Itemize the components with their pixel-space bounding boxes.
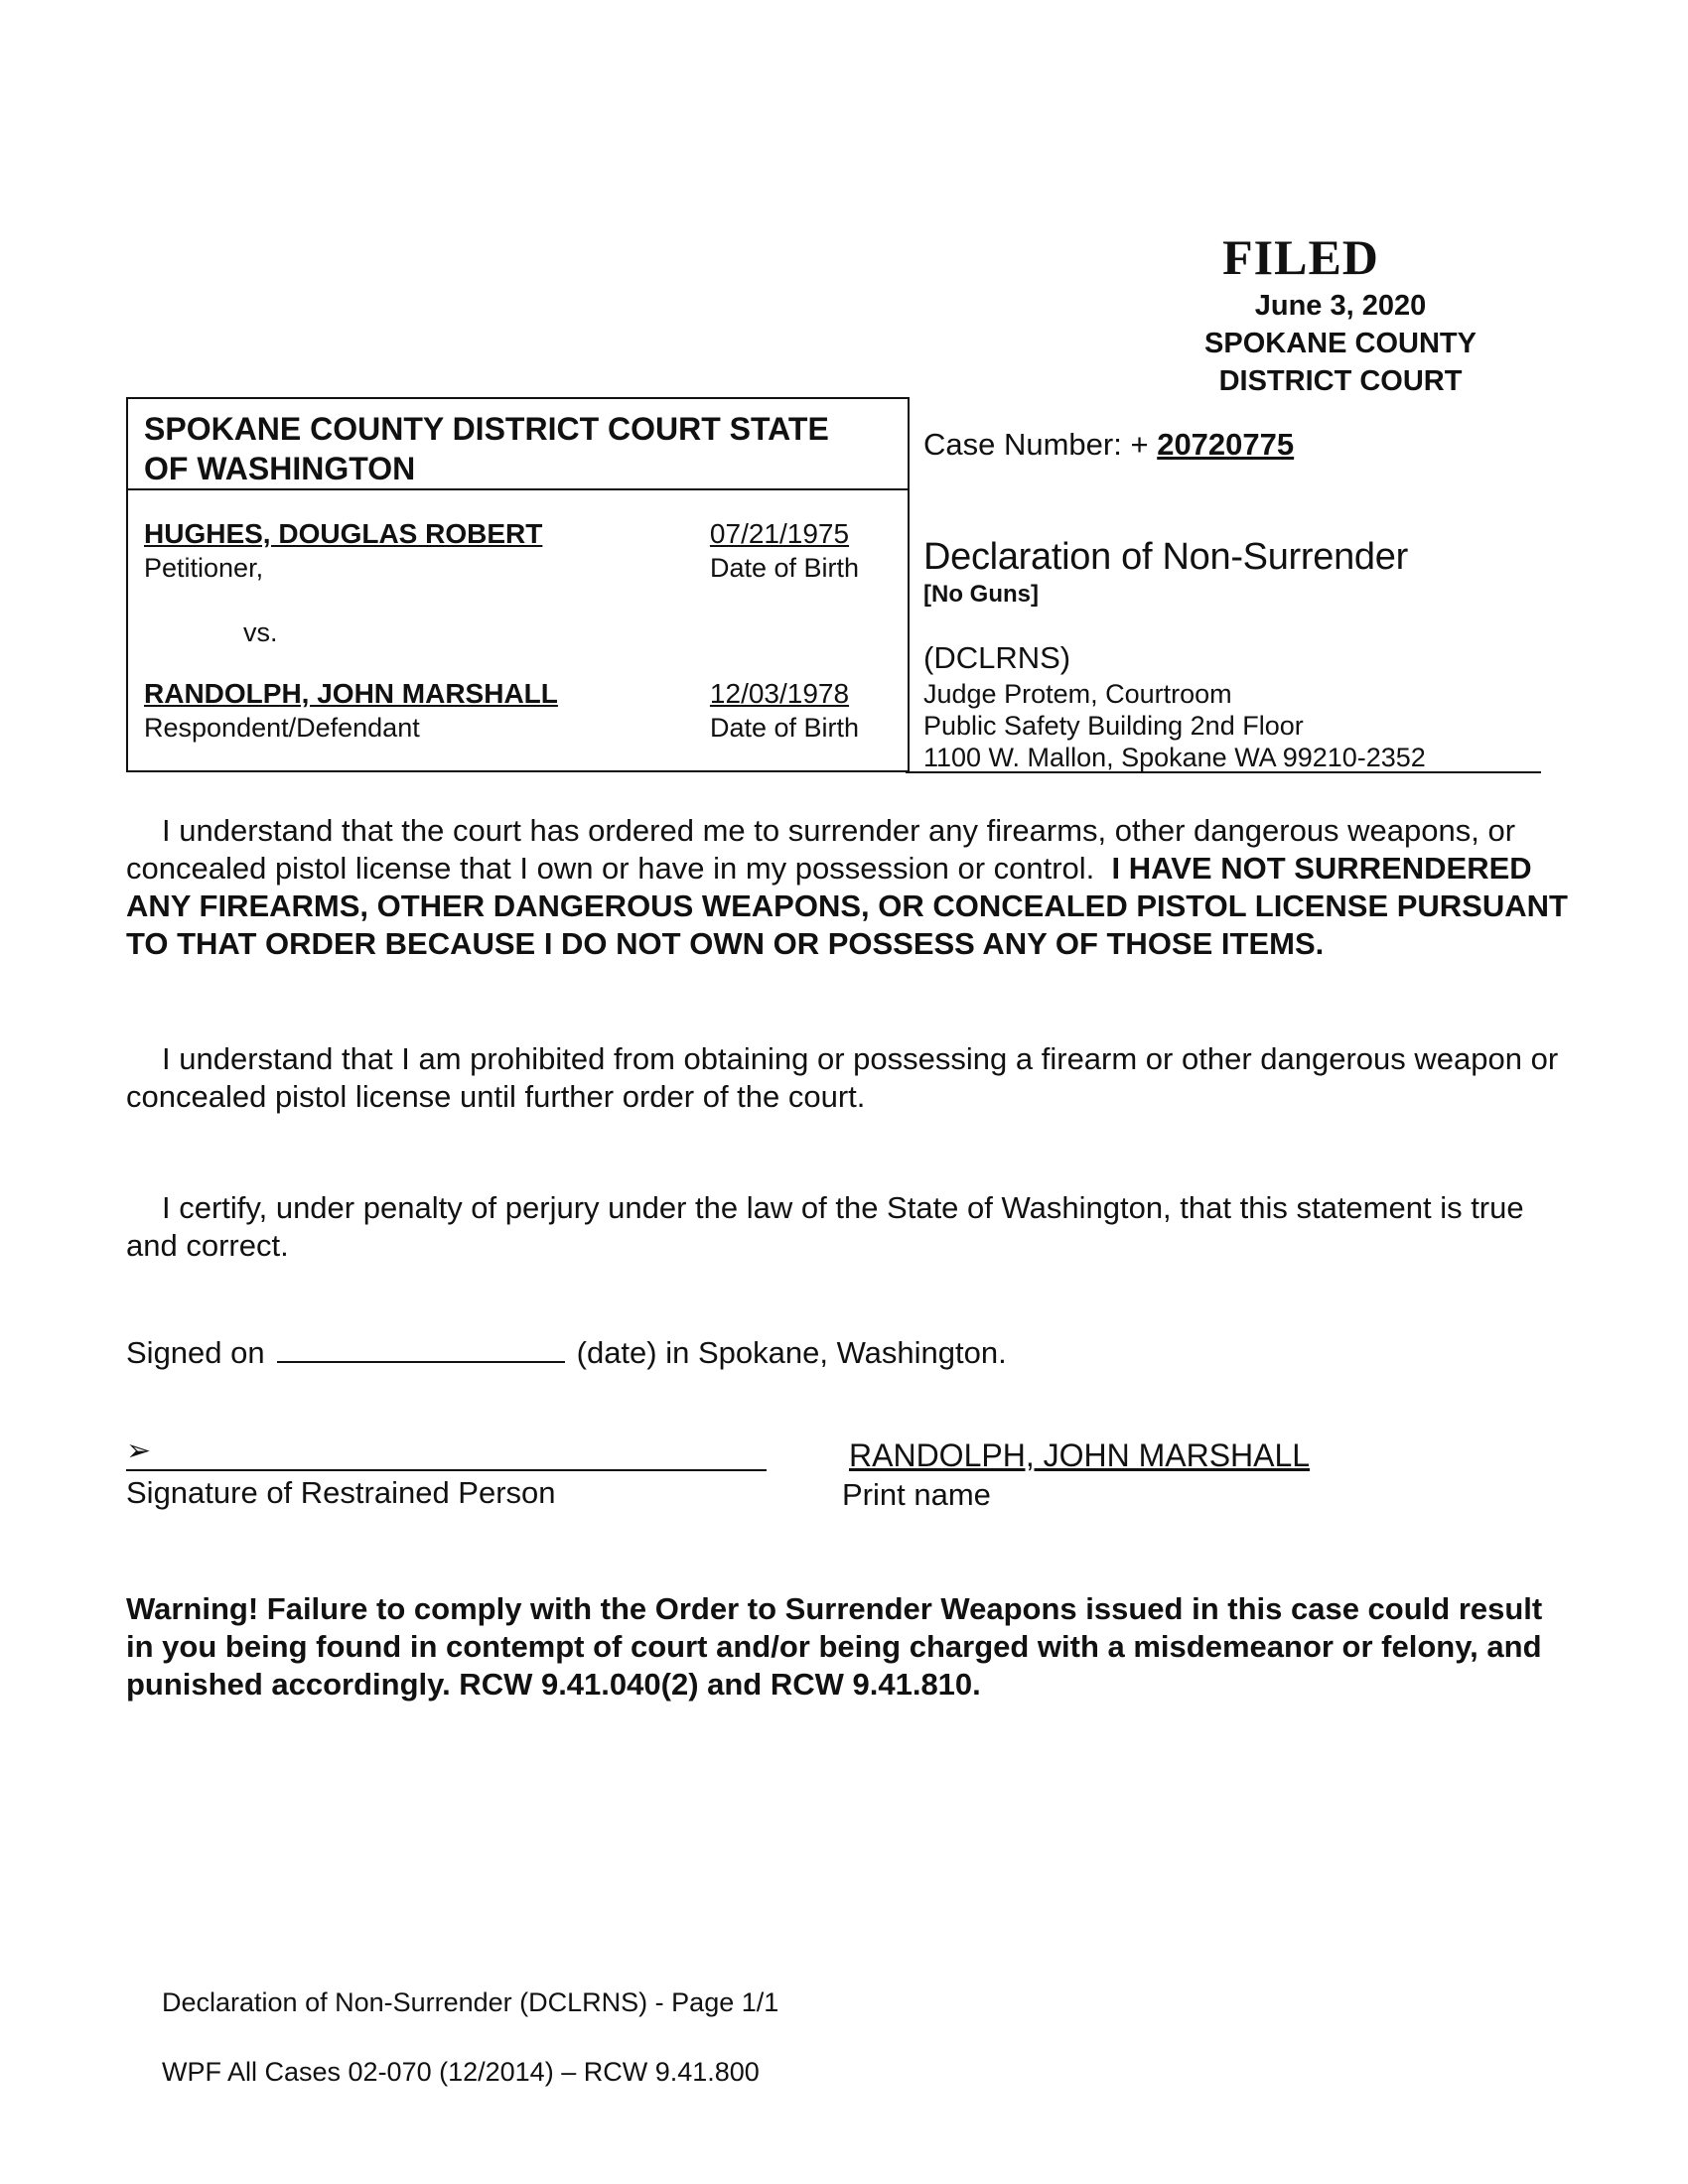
petitioner-name: HUGHES, DOUGLAS ROBERT xyxy=(144,518,543,549)
court-title-line2: OF WASHINGTON xyxy=(144,451,416,486)
document-code: (DCLRNS) xyxy=(923,640,1071,675)
filed-date: June 3, 2020 xyxy=(1254,290,1427,322)
case-number-value: 20720775 xyxy=(1157,427,1295,462)
caption-divider xyxy=(126,488,908,490)
petitioner-dob: 07/21/1975 xyxy=(709,518,850,549)
court-address: 1100 W. Mallon, Spokane WA 99210-2352 xyxy=(923,743,1426,772)
print-name-value: RANDOLPH, JOHN MARSHALL xyxy=(849,1437,1311,1473)
filed-court: DISTRICT COURT xyxy=(1218,365,1463,397)
court-judge: Judge Protem, Courtroom xyxy=(923,679,1232,709)
respondent-role: Respondent/Defendant xyxy=(144,713,420,743)
footer-page-info: Declaration of Non-Surrender (DCLRNS) - Page 1/1 xyxy=(162,1987,779,2017)
case-number-label: Case Number: + xyxy=(923,427,1149,462)
paragraph-surrender-text: I understand that the court has ordered me to surrender any firearms, other dangerous weapons, or concealed pistol license that I own or have in my possession or control. xyxy=(126,813,1516,886)
paragraph-surrender xyxy=(126,812,1576,963)
court-building: Public Safety Building 2nd Floor xyxy=(923,711,1304,741)
paragraph-certification xyxy=(126,1189,1576,1265)
signature-label: Signature of Restrained Person xyxy=(126,1475,556,1510)
paragraph-prohibition-text: I understand that I am prohibited from obtaining or possessing a firearm or other dangerous weapon or concealed pistol license until further order of the court. xyxy=(126,1041,1559,1114)
paragraph-certification-text: I certify, under penalty of perjury under the law of the State of Washington, that this statement is true and correct. xyxy=(126,1190,1524,1263)
footer-form-info: WPF All Cases 02-070 (12/2014) – RCW 9.41.800 xyxy=(162,2057,760,2087)
court-title xyxy=(144,409,889,488)
court-title-line1: SPOKANE COUNTY DISTRICT COURT STATE xyxy=(144,411,829,447)
paragraph-prohibition xyxy=(126,1040,1576,1116)
print-name-label: Print name xyxy=(842,1477,991,1512)
versus: vs. xyxy=(243,617,278,647)
signed-date-field[interactable] xyxy=(277,1335,565,1363)
filed-stamp: FILED xyxy=(1222,229,1379,285)
signature-arrow-icon: ➢ xyxy=(126,1434,152,1467)
signature-field[interactable] xyxy=(126,1469,767,1471)
signed-on-line xyxy=(126,1335,1007,1371)
case-number xyxy=(923,427,1294,463)
warning-text: Warning! Failure to comply with the Order to Surrender Weapons issued in this case could result in you being found in contempt of court and/or being charged with a misdemeanor or felony, and punished accordingly. RCW 9.41.040(2) and RCW 9.41.810. xyxy=(126,1591,1543,1702)
address-rule xyxy=(906,771,1541,773)
petitioner-role: Petitioner, xyxy=(144,553,264,583)
signed-on-suffix: (date) in Spokane, Washington. xyxy=(576,1335,1007,1370)
signed-on-prefix: Signed on xyxy=(126,1335,265,1370)
petitioner-dob-label: Date of Birth xyxy=(709,553,860,583)
respondent-dob: 12/03/1978 xyxy=(709,678,850,709)
respondent-dob-label: Date of Birth xyxy=(709,713,860,743)
filed-county: SPOKANE COUNTY xyxy=(1204,328,1477,359)
document-subtitle: [No Guns] xyxy=(923,581,1039,608)
document-title: Declaration of Non-Surrender xyxy=(923,536,1408,578)
respondent-name: RANDOLPH, JOHN MARSHALL xyxy=(144,678,558,709)
paragraph-surrender-bold: I HAVE NOT SURRENDERED ANY FIREARMS, OTHER DANGEROUS WEAPONS, OR CONCEALED PISTOL LICENSE PURSUANT TO THAT ORDER BECAUSE I DO NOT OWN OR POSSESS ANY OF THOSE ITEMS. xyxy=(126,851,1568,961)
